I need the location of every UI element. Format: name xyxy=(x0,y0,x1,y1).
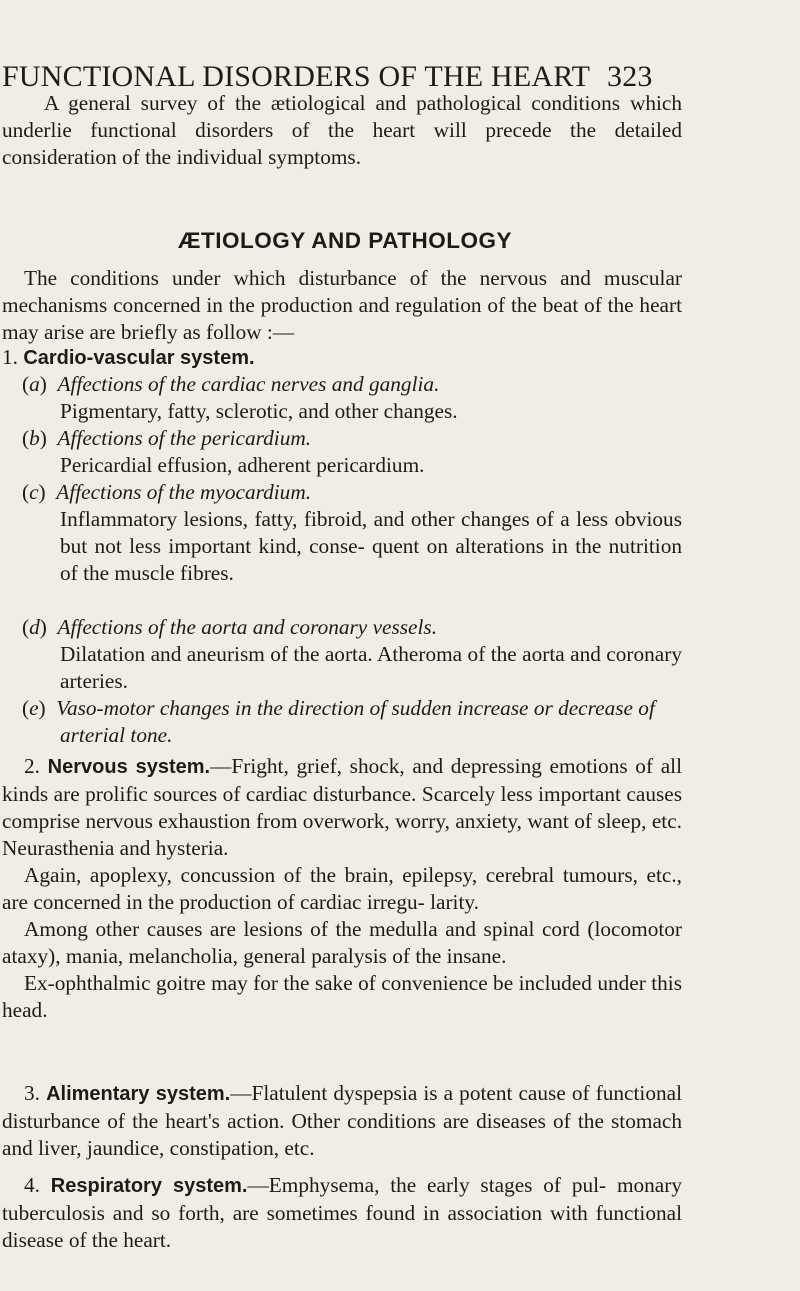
system-number: 4. xyxy=(24,1173,40,1197)
subsection-letter: a xyxy=(29,372,40,396)
system-title: Cardio-vascular system. xyxy=(23,347,255,369)
page-number: 323 xyxy=(607,60,653,93)
conditions-paragraph: The conditions under which disturbance of the nervous and muscular mechanisms concerned in the production and regulation of the beat of the heart may arise are briefly as follow :— xyxy=(2,266,682,344)
intro-paragraph: A general survey of the ætiological and pathological conditions which underlie functional disorders of the heart will precede the detailed consideration of the individual symptoms. xyxy=(2,91,682,169)
subsection-heading: Affections of the pericardium. xyxy=(57,426,312,450)
subsection-e: (e) Vaso-motor changes in the direction of sudden increase or decrease of arterial tone. xyxy=(22,696,655,747)
subsection-c: (c) Affections of the myocardium. Inflammatory lesions, fatty, fibroid, and other changes of a less obvious but not less important kind, conse- quent on alterations in the nutrition of the muscle fibres. xyxy=(22,480,682,585)
system-title: Alimentary system. xyxy=(46,1083,231,1105)
system-text: —Emphysema, the early stages of pul- monary tuberculosis and so forth, are sometimes found in association with functional disease of the heart. xyxy=(2,1173,683,1252)
system-text-para: Among other causes are lesions of the medulla and spinal cord (locomotor ataxy), mania, melancholia, general paralysis of the insane. xyxy=(2,917,682,968)
subsection-letter: d xyxy=(29,615,40,639)
subsection-heading: Vaso-motor changes in the direction of sudden increase or decrease of arterial tone. xyxy=(56,696,655,747)
system-alimentary xyxy=(2,1080,682,1162)
system-nervous xyxy=(2,753,682,1024)
section-heading: ÆTIOLOGY AND PATHOLOGY xyxy=(178,228,512,253)
subsection-heading: Affections of the cardiac nerves and ganglia. xyxy=(57,372,440,396)
system-text-para: Again, apoplexy, concussion of the brain, epilepsy, cerebral tumours, etc., are concerned in the production of cardiac irregu- larity. xyxy=(2,863,682,914)
system-text: —Flatulent dyspepsia is a potent cause of functional disturbance of the heart's action. Other conditions are diseases of the stomach and liver, jaundice, constipation, etc. xyxy=(2,1081,682,1160)
subsection-letter: c xyxy=(29,480,39,504)
system-heading-cardiovascular xyxy=(2,344,682,372)
subsection-letter: e xyxy=(29,696,39,720)
system-number: 1. xyxy=(2,345,18,369)
subsection-heading: Affections of the aorta and coronary vessels. xyxy=(57,615,438,639)
system-respiratory xyxy=(2,1172,682,1254)
subsection-heading: Affections of the myocardium. xyxy=(56,480,312,504)
system-text-para: Ex-ophthalmic goitre may for the sake of convenience be included under this head. xyxy=(2,971,682,1022)
subsection-text: Pericardial effusion, adherent pericardium. xyxy=(60,453,425,477)
subsection-text: Dilatation and aneurism of the aorta. Atheroma of the aorta and coronary arteries. xyxy=(60,642,682,693)
system-number: 3. xyxy=(24,1081,40,1105)
system-title: Nervous system. xyxy=(47,756,211,778)
system-text: —Fright, grief, shock, and depressing emotions of all kinds are prolific sources of cardiac disturbance. Scarcely less important causes comprise nervous exhaustion from overwork, worry, anxiety, want of sleep, etc. Neurasthenia and hysteria. xyxy=(2,754,683,860)
subsection-b: (b) Affections of the pericardium. Pericardial effusion, adherent pericardium. xyxy=(22,425,682,479)
running-title: FUNCTIONAL DISORDERS OF THE HEART xyxy=(2,60,591,93)
system-title: Respiratory system. xyxy=(50,1175,248,1197)
subsection-letter: b xyxy=(29,426,40,450)
subsection-a: (a) Affections of the cardiac nerves and ganglia. Pigmentary, fatty, sclerotic, and other changes. xyxy=(22,371,682,425)
subsection-text: Pigmentary, fatty, sclerotic, and other changes. xyxy=(60,399,458,423)
subsection-text: Inflammatory lesions, fatty, fibroid, and other changes of a less obvious but not less important kind, conse- quent on alterations in the nutrition of the muscle fibres. xyxy=(60,507,682,585)
subsection-d: (d) Affections of the aorta and coronary vessels. Dilatation and aneurism of the aorta. Atheroma of the aorta and coronary arteries. xyxy=(22,615,682,693)
system-number: 2. xyxy=(24,754,40,778)
